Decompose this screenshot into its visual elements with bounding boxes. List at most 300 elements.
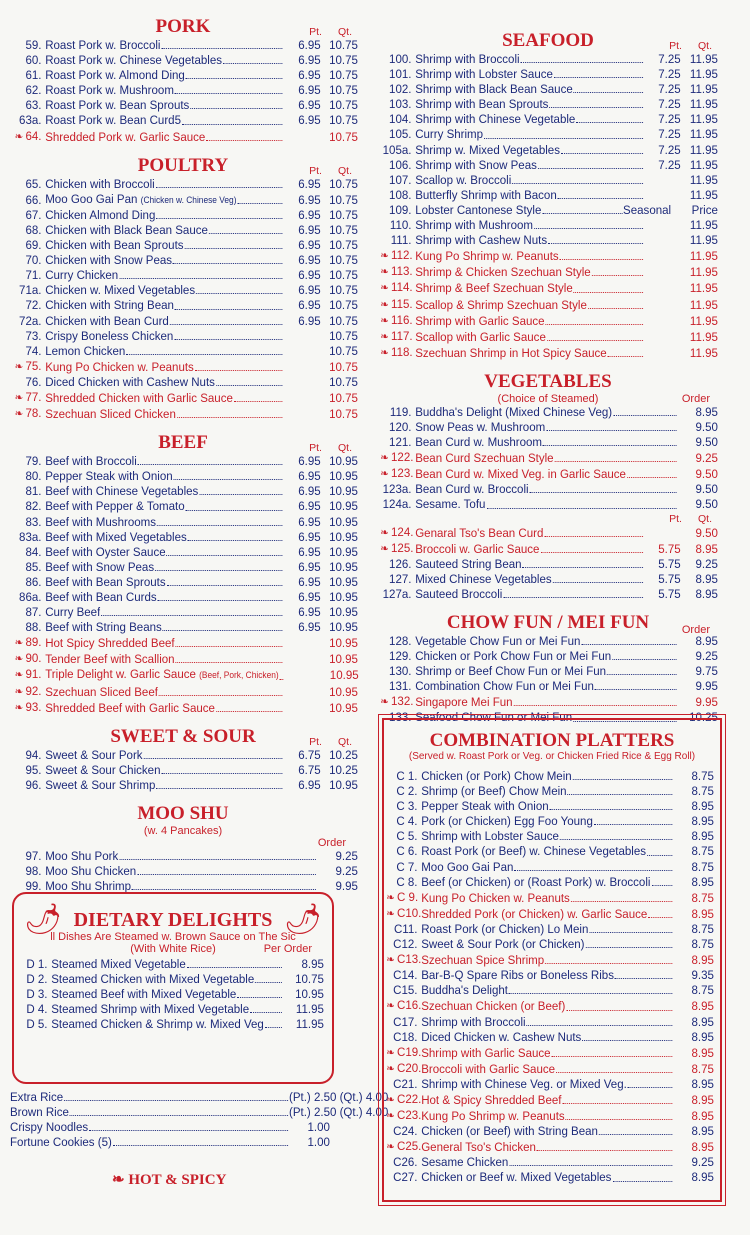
chili-pepper-icon: ❧ xyxy=(14,669,24,682)
item-number: 94. xyxy=(25,747,42,762)
chili-pepper-icon: ❧ xyxy=(14,637,24,650)
order-price: 10.75 xyxy=(295,972,324,987)
item-name: Extra Rice xyxy=(10,1090,64,1104)
item-name: Shrimp with Garlic Sauce xyxy=(415,313,545,328)
item-number: C14. xyxy=(393,968,418,983)
leader-dots xyxy=(216,711,283,712)
pint-price: 6.95 xyxy=(298,469,321,484)
poultry-title: POULTRY xyxy=(137,154,229,176)
item-name: Shrimp w. Mixed Vegetables xyxy=(415,142,560,157)
quart-price: 11.95 xyxy=(689,157,718,172)
pint-price: 6.95 xyxy=(298,53,321,68)
item-name: Curry Shrimp xyxy=(415,127,484,142)
pint-price: 7.25 xyxy=(658,97,681,112)
item-number: 111. xyxy=(390,233,412,248)
item-name: Kung Po Shrimp w. Peanuts xyxy=(415,249,559,264)
leader-dots xyxy=(486,508,676,509)
item-number: 85. xyxy=(25,559,42,574)
menu-item xyxy=(8,406,358,422)
quart-price: 10.95 xyxy=(329,544,358,559)
item-name: Moo Shu Pork xyxy=(45,849,119,864)
item-name: Scallop with Garlic Sauce xyxy=(415,329,546,344)
leader-dots xyxy=(190,108,282,109)
item-name: Diced Chicken with Cashew Nuts xyxy=(45,374,215,389)
item-number: 103. xyxy=(389,97,412,112)
menu-item xyxy=(10,1120,330,1135)
quart-price: 10.75 xyxy=(329,53,358,68)
quart-price: 11.95 xyxy=(689,82,718,97)
item-name: Roast Pork (or Chicken) Lo Mein xyxy=(421,921,589,936)
item-number: C 7. xyxy=(396,859,418,874)
item-name: Diced Chicken w. Cashew Nuts xyxy=(421,1029,582,1044)
item-number: 123a. xyxy=(382,482,412,497)
leader-dots xyxy=(119,278,282,279)
item-number: 86. xyxy=(25,574,42,589)
leader-dots xyxy=(558,198,643,199)
item-name: Lobster Cantonese Style xyxy=(415,202,542,217)
item-name: Shrimp with Broccoli xyxy=(421,1014,526,1029)
leader-dots xyxy=(126,354,282,355)
quart-price: 10.75 xyxy=(329,68,358,83)
leader-dots xyxy=(173,263,283,264)
item-number: C26. xyxy=(393,1155,418,1170)
item-name: Steamed Chicken with Mixed Vegetable xyxy=(51,972,255,987)
order-price: 9.25 xyxy=(695,451,718,466)
item-name: Hot & Spicy Shredded Beef xyxy=(421,1092,562,1107)
chili-pepper-icon: ❧ xyxy=(386,1093,395,1106)
order-label: Order xyxy=(681,624,710,636)
order-price: 10.95 xyxy=(295,987,324,1002)
order-price: 8.95 xyxy=(691,829,714,844)
leader-dots xyxy=(546,324,643,325)
leader-dots xyxy=(156,218,282,219)
quart-price: 10.95 xyxy=(329,652,358,667)
pint-price: 6.95 xyxy=(298,283,321,298)
quart-price: 10.95 xyxy=(329,777,358,792)
order-price: 1.00 xyxy=(307,1135,330,1150)
item-number: ❧ 75. xyxy=(8,359,45,375)
vegetables-title: VEGETABLES xyxy=(484,370,612,392)
leader-dots xyxy=(184,248,282,249)
item-name: Shredded Pork (or Chicken) w. Garlic Sauce xyxy=(421,906,648,921)
leader-dots xyxy=(560,259,643,260)
item-name: Sesame Chicken xyxy=(421,1155,509,1170)
menu-item xyxy=(14,957,324,972)
quart-price: 10.95 xyxy=(329,590,358,604)
item-number: ❧ C19. xyxy=(384,1045,421,1061)
order-price: 9.25 xyxy=(691,1155,714,1170)
order-price: 9.95 xyxy=(695,695,718,710)
pint-price: 6.95 xyxy=(298,313,321,328)
leader-dots xyxy=(509,1165,672,1166)
item-number: ❧ 118. xyxy=(378,345,415,361)
item-number: C27. xyxy=(393,1170,418,1185)
item-name: Tender Beef with Scallion xyxy=(45,652,175,667)
vegetables-list-2 xyxy=(378,525,718,602)
pint-price: 6.95 xyxy=(298,514,321,529)
chili-pepper-icon: ❧ xyxy=(14,701,24,714)
item-number: 71. xyxy=(25,268,42,283)
item-name: Crispy Boneless Chicken xyxy=(45,328,174,343)
menu-item xyxy=(8,283,358,298)
order-price: 8.95 xyxy=(691,906,714,921)
menu-item xyxy=(384,769,714,784)
menu-item xyxy=(8,849,358,864)
leader-dots xyxy=(568,794,673,795)
pint-price: 6.95 xyxy=(298,559,321,574)
item-number: 108. xyxy=(389,187,412,202)
legend-text: HOT & SPICY xyxy=(128,1172,227,1188)
item-name: Beef with Mushrooms xyxy=(45,514,157,529)
order-price: 9.50 xyxy=(695,482,718,497)
menu-item xyxy=(384,1077,714,1092)
menu-item xyxy=(8,314,358,329)
leader-dots xyxy=(143,758,282,759)
leader-dots xyxy=(540,552,642,553)
chili-pepper-icon: ❧ xyxy=(380,696,389,709)
hot-spicy-legend xyxy=(112,1170,226,1189)
item-name: Kung Po Shrimp w. Peanuts xyxy=(421,1109,565,1124)
menu-item xyxy=(378,664,718,679)
quart-price: 10.75 xyxy=(329,38,358,52)
item-name: Bean Curd w. Mixed Veg. in Garlic Sauce xyxy=(415,467,626,482)
item-name: Shrimp with Broccoli xyxy=(415,52,520,66)
item-name: Beef with String Beans xyxy=(45,620,162,635)
pt-label: Pt. xyxy=(309,164,322,177)
leader-dots xyxy=(216,385,283,386)
item-number: 60. xyxy=(25,53,42,68)
leader-dots xyxy=(581,644,676,645)
item-name: Chicken with Bean Sprouts xyxy=(45,238,184,253)
item-name: Shrimp with Bean Sprouts xyxy=(415,97,549,112)
order-price: 8.75 xyxy=(691,983,714,998)
leader-dots xyxy=(554,77,643,78)
poultry-header xyxy=(8,153,358,177)
menu-item xyxy=(8,864,358,879)
moo-shu-title: MOO SHU xyxy=(137,803,229,825)
leader-dots xyxy=(543,445,676,446)
leader-dots xyxy=(549,107,642,108)
item-number: 105a. xyxy=(382,142,412,157)
dietary-title: DIETARY DELIGHTS xyxy=(73,909,273,931)
menu-item xyxy=(384,1124,714,1139)
item-name: Steamed Shrimp with Mixed Vegetable xyxy=(51,1002,250,1017)
leader-dots xyxy=(89,1130,288,1131)
order-price: 8.75 xyxy=(691,784,714,799)
chili-pepper-icon: ❧ xyxy=(380,468,389,481)
quart-price: 10.95 xyxy=(329,700,358,715)
item-number: 107. xyxy=(389,172,412,187)
quart-price: Price xyxy=(691,202,718,217)
leader-dots xyxy=(237,203,282,204)
leader-dots xyxy=(175,309,283,310)
menu-item xyxy=(378,525,718,541)
item-number: 83. xyxy=(25,514,42,529)
item-name: Shrimp with Garlic Sauce xyxy=(421,1045,551,1060)
order-price: 8.95 xyxy=(691,1076,714,1091)
chow-fun-title: CHOW FUN / MEI FUN xyxy=(446,612,650,633)
leader-dots xyxy=(186,510,283,511)
item-note: (Beef, Pork, Chicken) xyxy=(199,670,279,681)
item-number: ❧ C23. xyxy=(384,1108,421,1124)
item-name: Beef with Chinese Vegetables xyxy=(45,484,199,499)
menu-item xyxy=(384,983,714,998)
item-number: 67. xyxy=(25,207,42,222)
item-name: Scallop w. Broccoli xyxy=(415,172,512,187)
menu-item xyxy=(384,922,714,937)
leader-dots xyxy=(566,1119,672,1120)
menu-item xyxy=(384,829,714,844)
item-number: 80. xyxy=(25,469,42,484)
menu-item xyxy=(8,38,358,53)
item-number: 69. xyxy=(25,238,42,253)
item-number: ❧ 91. xyxy=(8,667,45,683)
menu-item xyxy=(384,1061,714,1077)
item-name: Chicken or Beef w. Mixed Vegetables xyxy=(421,1170,612,1185)
leader-dots xyxy=(503,597,642,598)
item-name: Shrimp with Chinese Veg. or Mixed Veg. xyxy=(421,1076,627,1091)
leader-dots xyxy=(573,779,672,780)
chili-pepper-icon: ❧ xyxy=(14,391,24,404)
leader-dots xyxy=(187,967,282,968)
quart-price: 10.75 xyxy=(329,390,358,405)
quart-price: 10.75 xyxy=(329,113,358,128)
menu-item xyxy=(378,143,718,158)
item-name: Chicken with Black Bean Sauce xyxy=(45,222,208,237)
leader-dots xyxy=(137,874,316,875)
order-price: (Pt.) 2.50 (Qt.) 4.00 xyxy=(289,1090,389,1104)
order-price: 8.95 xyxy=(691,1045,714,1060)
item-name: Broccoli with Garlic Sauce xyxy=(421,1061,556,1076)
menu-item xyxy=(8,223,358,238)
menu-item xyxy=(8,359,358,375)
item-name: Szechuan Sliced Beef xyxy=(45,684,158,699)
pint-price: 7.25 xyxy=(658,82,681,97)
item-number: 129. xyxy=(389,649,412,664)
order-price: 9.25 xyxy=(335,849,358,864)
chili-pepper-icon: ❧ xyxy=(386,907,395,920)
quart-price: 10.75 xyxy=(329,176,358,191)
quart-price: 10.75 xyxy=(329,359,358,374)
item-number: 127a. xyxy=(382,586,412,601)
menu-item xyxy=(378,541,718,557)
item-number: 88. xyxy=(25,620,42,635)
menu-item xyxy=(8,192,358,208)
item-number: C 2. xyxy=(396,784,418,799)
pint-price: 6.75 xyxy=(298,747,321,762)
order-price: 8.75 xyxy=(691,937,714,952)
menu-item xyxy=(384,1092,714,1108)
pint-price: 6.95 xyxy=(298,207,321,222)
item-name: Shrimp or Beef Chow Fun or Mei Fun xyxy=(415,664,607,679)
order-price: 8.95 xyxy=(301,957,324,971)
leader-dots xyxy=(119,859,316,860)
menu-item xyxy=(378,297,718,313)
item-number: C15. xyxy=(393,983,418,998)
pint-price: 6.95 xyxy=(298,68,321,83)
leader-dots xyxy=(509,993,672,994)
item-name: Pepper Steak with Onion xyxy=(421,799,549,814)
item-number: 72. xyxy=(25,298,42,313)
vegetables-list xyxy=(378,405,718,513)
pt-label: Pt. xyxy=(309,442,322,455)
quart-price: 11.95 xyxy=(689,97,718,112)
item-number: C11. xyxy=(393,921,418,936)
item-name: Bean Curd Szechuan Style xyxy=(415,451,554,466)
leader-dots xyxy=(234,401,283,402)
item-number: ❧ 112. xyxy=(378,248,415,264)
item-name: Shrimp with Cashew Nuts xyxy=(415,233,548,248)
chili-pepper-icon: ❧ xyxy=(386,891,395,904)
pint-price: 6.95 xyxy=(298,484,321,499)
quart-price: 10.95 xyxy=(329,484,358,499)
chili-pepper-icon: ❧ xyxy=(14,685,24,698)
quart-price: 11.95 xyxy=(689,329,718,344)
order-price: 8.75 xyxy=(691,844,714,859)
chili-pepper-icon: ❧ xyxy=(380,452,389,465)
pt-label: Pt. xyxy=(309,735,322,748)
order-price: 8.95 xyxy=(691,1170,714,1185)
menu-item xyxy=(378,264,718,280)
quart-price: 11.95 xyxy=(689,265,718,280)
menu-item xyxy=(8,667,358,683)
menu-item xyxy=(378,158,718,173)
menu-item xyxy=(384,1155,714,1170)
sweet-sour-header xyxy=(8,724,358,748)
quart-price: 11.95 xyxy=(689,297,718,312)
item-name: Beef with Snow Peas xyxy=(45,559,155,574)
item-number: ❧ 117. xyxy=(378,329,415,345)
item-number: ❧ C22. xyxy=(384,1092,421,1108)
menu-item xyxy=(8,454,358,469)
menu-item xyxy=(8,268,358,283)
item-number: 99. xyxy=(25,879,42,894)
item-number: D 5. xyxy=(26,1017,48,1032)
pt-label: Pt. xyxy=(669,512,682,525)
quart-price: 11.95 xyxy=(689,218,718,233)
item-name: Shrimp with Lobster Sauce xyxy=(421,829,559,844)
item-name: Shredded Beef with Garlic Sauce xyxy=(45,700,215,715)
leader-dots xyxy=(548,243,643,244)
quart-price: 10.75 xyxy=(329,192,358,207)
leader-dots xyxy=(552,1056,673,1057)
menu-item xyxy=(8,329,358,344)
leader-dots xyxy=(592,275,643,276)
item-name: Steamed Beef with Mixed Vegetable xyxy=(51,987,237,1002)
quart-price: 10.75 xyxy=(329,253,358,268)
item-number: D 3. xyxy=(26,987,48,1002)
leader-dots xyxy=(554,461,676,462)
item-name: Sesame. Tofu xyxy=(415,497,486,512)
menu-item xyxy=(378,173,718,188)
menu-item xyxy=(8,298,358,313)
chili-pepper-icon: ❧ xyxy=(14,408,24,421)
chili-pepper-icon: ❧ xyxy=(380,266,389,279)
item-name: Chicken w. Mixed Vegetables xyxy=(45,283,196,298)
quart-price: 8.95 xyxy=(695,541,718,556)
item-name: Szechuan Shrimp in Hot Spicy Sauce xyxy=(415,345,607,360)
pint-price: 6.95 xyxy=(298,777,321,792)
leader-dots xyxy=(209,233,283,234)
menu-item xyxy=(14,1017,324,1032)
leader-dots xyxy=(556,1072,672,1073)
chili-pepper-icon: ❧ xyxy=(380,298,389,311)
item-number: 101. xyxy=(389,67,412,82)
item-number: 87. xyxy=(25,605,42,620)
item-name: Szechuan Chicken (or Beef) xyxy=(421,999,566,1014)
item-number: 102. xyxy=(389,82,412,97)
pint-price: 6.95 xyxy=(298,499,321,514)
poultry-list xyxy=(8,177,358,423)
item-name: Beef with Bean Curds xyxy=(45,590,157,604)
quart-price: 9.25 xyxy=(695,556,718,571)
combo-list xyxy=(384,769,720,1186)
pint-price: 6.95 xyxy=(298,620,321,635)
chili-pepper-icon: 🌶 xyxy=(24,903,63,936)
menu-item xyxy=(10,1135,330,1150)
menu-item xyxy=(8,484,358,499)
leader-dots xyxy=(223,63,283,64)
item-name: Pork (or Chicken) Egg Foo Young xyxy=(421,814,593,829)
leader-dots xyxy=(537,1150,672,1151)
item-number: 59. xyxy=(25,38,42,52)
item-number: ❧ C 9. xyxy=(384,890,421,906)
menu-item xyxy=(8,778,358,793)
item-number: 131. xyxy=(389,679,412,694)
order-price: 9.50 xyxy=(695,467,718,482)
item-number: 104. xyxy=(389,112,412,127)
quart-price: 11.95 xyxy=(689,313,718,328)
item-note: (Chicken w. Chinese Veg) xyxy=(140,194,237,205)
item-name: Pepper Steak with Onion xyxy=(45,469,173,484)
menu-item xyxy=(8,113,358,128)
item-number: ❧ 116. xyxy=(378,313,415,329)
item-name: Combination Chow Fun or Mei Fun xyxy=(415,679,594,694)
item-name: Steamed Mixed Vegetable xyxy=(51,957,186,971)
leader-dots xyxy=(156,187,283,188)
item-number: ❧ C10. xyxy=(384,906,421,922)
leader-dots xyxy=(161,48,282,49)
leader-dots xyxy=(186,78,283,79)
leader-dots xyxy=(196,293,283,294)
order-price: 11.95 xyxy=(295,1017,324,1032)
quart-price: 11.95 xyxy=(689,345,718,360)
item-name: Szechuan Sliced Chicken xyxy=(45,407,176,422)
leader-dots xyxy=(546,430,676,431)
menu-item xyxy=(384,1015,714,1030)
moo-shu-header xyxy=(8,801,358,825)
menu-item xyxy=(384,860,714,875)
order-price: (Pt.) 2.50 (Qt.) 4.00 xyxy=(289,1105,389,1120)
leader-dots xyxy=(70,1115,288,1116)
pint-price: 7.25 xyxy=(658,67,681,82)
leader-dots xyxy=(514,705,677,706)
quart-price: 11.95 xyxy=(689,281,718,296)
item-number: 124a. xyxy=(382,497,412,512)
leader-dots xyxy=(182,124,283,125)
leader-dots xyxy=(544,536,642,537)
menu-item xyxy=(384,890,714,906)
qt-label: Qt. xyxy=(337,442,352,455)
pint-price: 6.95 xyxy=(298,454,321,469)
chili-pepper-icon: ❧ xyxy=(14,130,24,143)
leader-dots xyxy=(582,1040,672,1041)
item-number: C 8. xyxy=(396,874,418,889)
leader-dots xyxy=(607,674,676,675)
menu-item xyxy=(8,344,358,359)
order-price: 8.95 xyxy=(691,1109,714,1124)
left-column xyxy=(8,14,358,894)
